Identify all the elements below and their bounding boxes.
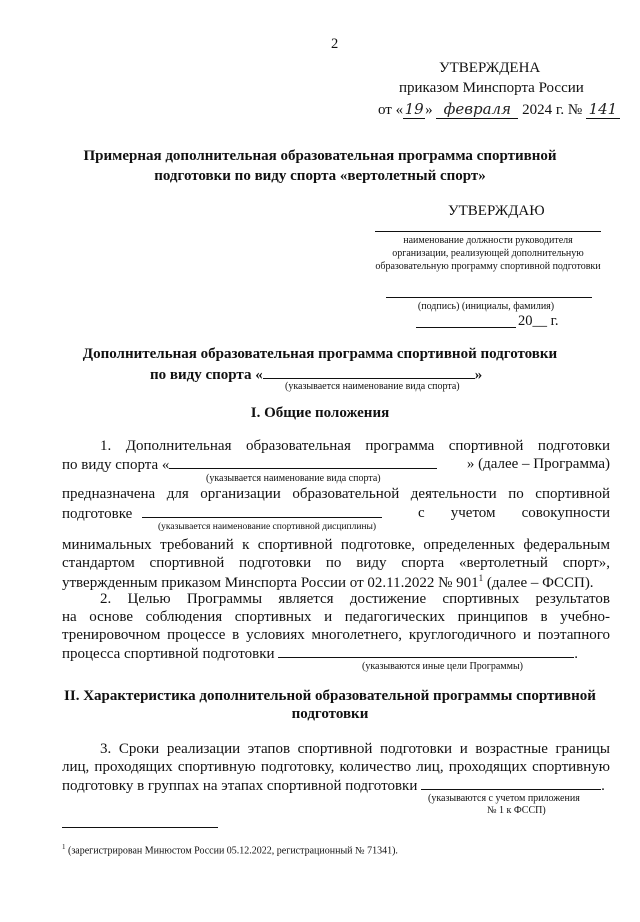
section1-heading: I. Общие положения bbox=[250, 405, 390, 421]
approval-order: приказом Минспорта России bbox=[399, 80, 584, 96]
approval-mid: » bbox=[425, 102, 433, 118]
approval-number: 141 bbox=[586, 100, 620, 119]
p1-caption2: (указывается наименование спортивной дисциплины) bbox=[158, 522, 377, 532]
p2-line2: на основе соблюдения спортивных и педагогических принципов в учебно- bbox=[62, 609, 610, 625]
p3-blank bbox=[421, 777, 601, 790]
p1-line2 bbox=[62, 456, 610, 474]
p1-line4 bbox=[62, 505, 610, 523]
p1-discipline-blank bbox=[142, 505, 382, 518]
doc-title-line1: Примерная дополнительная образовательная программа спортивной bbox=[83, 148, 557, 164]
p1-line4-suffix: с учетом совокупности bbox=[418, 505, 610, 521]
approval-day: 19 bbox=[404, 100, 424, 118]
section2-heading-line2: подготовки bbox=[291, 706, 369, 722]
p1-line7-b: (далее – ФССП). bbox=[483, 575, 594, 591]
footnote bbox=[62, 843, 398, 856]
p3-caption1: (указываются с учетом приложения bbox=[428, 793, 580, 804]
p1-line7-a: утвержденным приказом Минспорта России от 02.11.2022 № 901 bbox=[62, 575, 479, 591]
p1-line2-suffix: » (далее – Программа) bbox=[466, 456, 610, 472]
signature-line bbox=[386, 297, 592, 298]
program-title-line1: Дополнительная образовательная программа спортивной подготовки bbox=[82, 346, 558, 362]
approval-month: февраля bbox=[436, 100, 518, 119]
program-title-suffix: » bbox=[474, 367, 483, 383]
position-caption3: образовательную программу спортивной подготовки bbox=[375, 261, 601, 272]
sport-name-blank bbox=[263, 366, 475, 379]
signature-caption: (подпись) (инициалы, фамилия) bbox=[417, 301, 555, 312]
program-title-caption: (указывается наименование вида спорта) bbox=[285, 381, 460, 392]
p2-line4-prefix: процесса спортивной подготовки bbox=[62, 646, 275, 662]
p2-goals-blank bbox=[278, 645, 574, 658]
position-caption2: организации, реализующей дополнительную bbox=[392, 248, 584, 259]
footnote-mark: 1 bbox=[62, 843, 66, 851]
p1-line7 bbox=[62, 573, 594, 592]
doc-title-line2: подготовки по виду спорта «вертолетный спорт» bbox=[154, 168, 486, 184]
p2-line4-suffix: . bbox=[574, 646, 579, 662]
p1-caption1: (указывается наименование вида спорта) bbox=[206, 473, 381, 484]
p2-caption: (указываются иные цели Программы) bbox=[362, 661, 524, 672]
approval-prefix: от « bbox=[378, 102, 404, 118]
p1-line5: минимальных требований к спортивной подготовке, определенных федеральным bbox=[62, 537, 610, 553]
p1-line1: 1. Дополнительная образовательная программа спортивной подготовки bbox=[100, 438, 610, 454]
p3-line3-prefix: подготовку в группах на этапах спортивной подготовки bbox=[62, 778, 418, 794]
page-number: 2 bbox=[331, 36, 339, 52]
approval-date-line bbox=[378, 100, 620, 119]
approval-title: УТВЕРЖДЕНА bbox=[439, 60, 541, 76]
p3-line2: лиц, проходящих спортивную подготовку, количество лиц, проходящих спортивную bbox=[62, 759, 610, 775]
p3-caption2: № 1 к ФССП) bbox=[487, 805, 546, 816]
p3-line3-suffix: . bbox=[601, 778, 605, 794]
p1-sport-blank bbox=[169, 456, 437, 469]
p1-line3: предназначена для организации образовательной деятельности по спортивной bbox=[62, 486, 610, 502]
p1-line2-prefix: по виду спорта « bbox=[62, 457, 170, 473]
p3-line1: 3. Сроки реализации этапов спортивной подготовки и возрастные границы bbox=[100, 741, 610, 757]
date-suffix: 20__ г. bbox=[518, 313, 559, 329]
footnote-ref: 1 bbox=[478, 573, 484, 583]
p2-line3: тренировочном процессе в условиях многолетнего, круглогодичного и поэтапного bbox=[62, 627, 610, 643]
p2-line1: 2. Целью Программы является достижение спортивных результатов bbox=[100, 591, 610, 607]
p1-line4-prefix: подготовке bbox=[62, 506, 133, 522]
footnote-text: (зарегистрирован Минюстом России 05.12.2022, регистрационный № 71341). bbox=[65, 845, 398, 857]
position-caption1: наименование должности руководителя bbox=[403, 235, 573, 246]
utverzhdayu-title: УТВЕРЖДАЮ bbox=[448, 203, 545, 219]
footnote-separator bbox=[62, 827, 218, 828]
date-line bbox=[416, 327, 516, 328]
p1-line6: стандартом спортивной подготовки по виду спорта «вертолетный спорт», bbox=[62, 555, 610, 571]
approval-year: 2024 г. № bbox=[522, 102, 583, 118]
section2-heading-line1: II. Характеристика дополнительной образовательной программы спортивной bbox=[64, 688, 596, 704]
program-title-prefix: по виду спорта « bbox=[150, 367, 263, 383]
position-line bbox=[375, 231, 601, 232]
